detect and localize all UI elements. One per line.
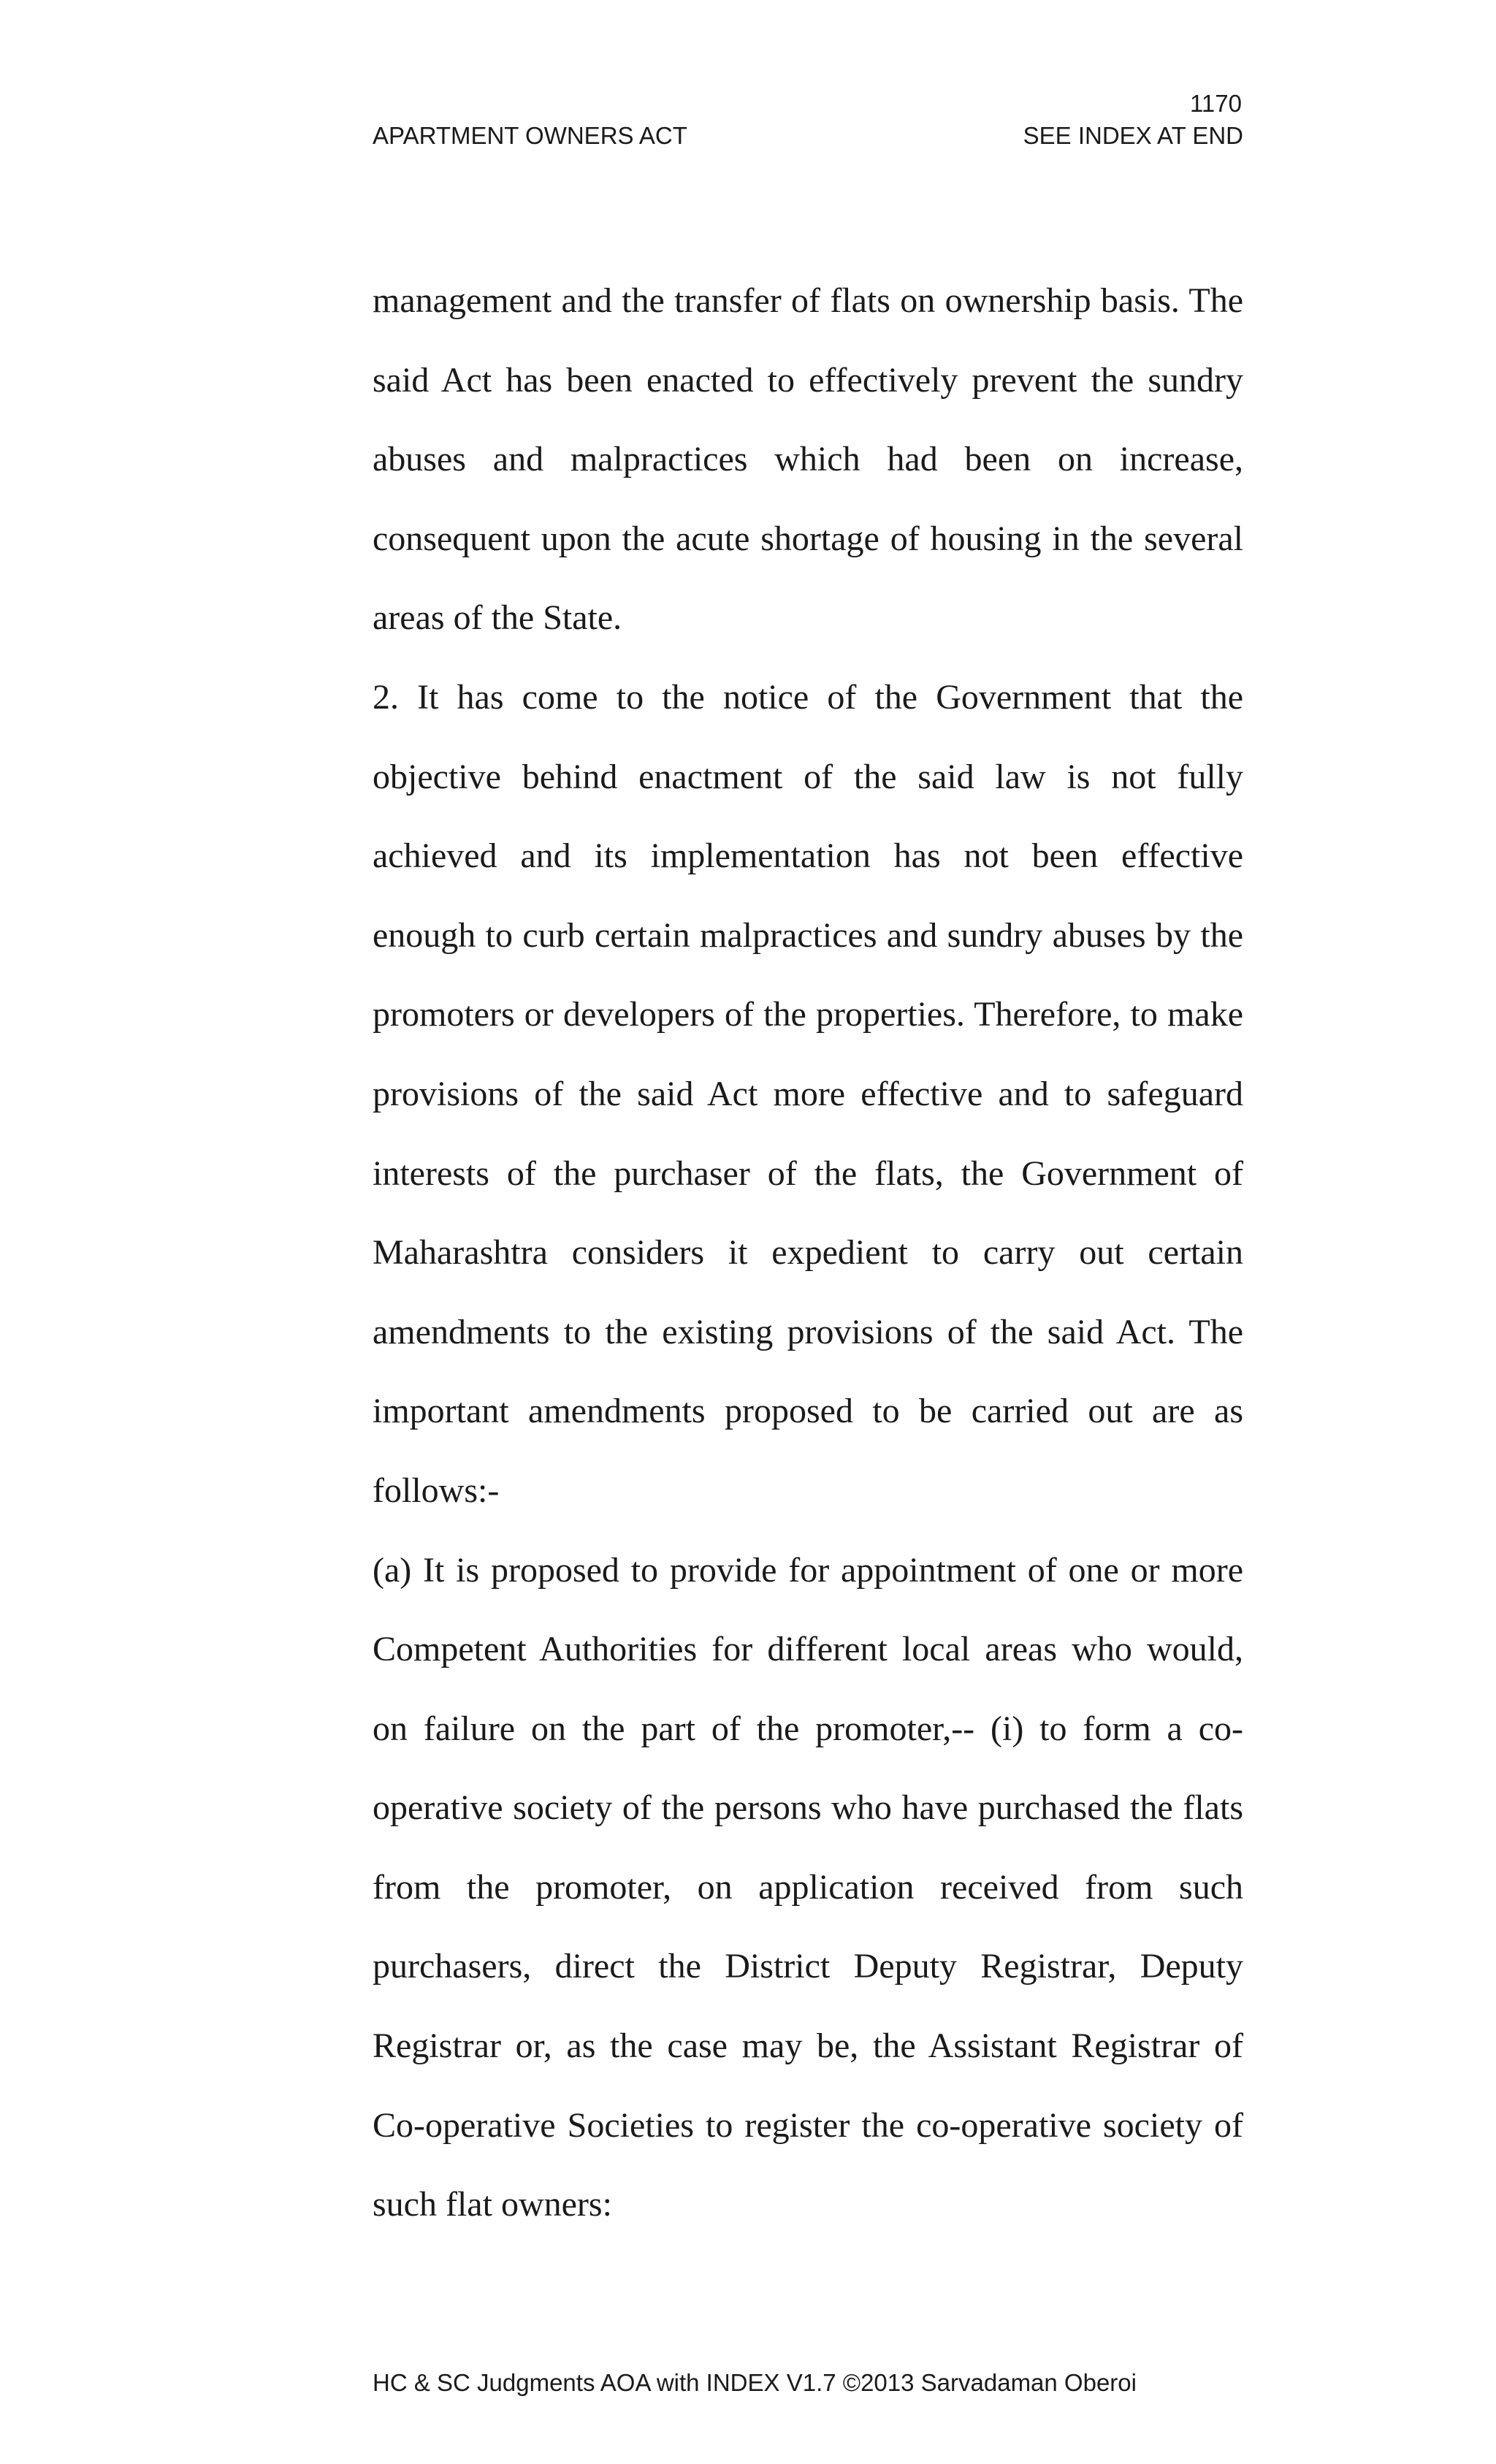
paragraph-2: 2. It has come to the notice of the Government that the objective behind enactment of the said law is not fully achieved and its implementation has not been effective enough to curb certain malpractices and sundry abuses by the promoters or developers of the properties. Therefore, to make provisions of the said Act more effective and to safeguard interests of the purchaser of the flats, the Government of Maharashtra considers it expedient to carry out certain amendments to the existing provisions of the said Act. The important amendments proposed to be carried out are as follows:- bbox=[373, 677, 1243, 1510]
header-act-title: APARTMENT OWNERS ACT bbox=[373, 122, 687, 149]
paragraph-continuation: management and the transfer of flats on ownership basis. The said Act has been enacted to effectively prevent the sundry abuses and malpractices which had been on increase, consequent upon the acute shortage of housing in the several areas of the State. bbox=[373, 281, 1243, 638]
footer-copyright: HC & SC Judgments AOA with INDEX V1.7 ©2013 Sarvadaman Oberoi bbox=[373, 2369, 1137, 2396]
header-index-note: SEE INDEX AT END bbox=[1023, 122, 1243, 149]
running-header bbox=[373, 121, 1243, 150]
paragraph-a: (a) It is proposed to provide for appointment of one or more Competent Authorities for different local areas who would, on failure on the part of the promoter,-- (i) to form a co-operative society of the persons who have purchased the flats from the promoter, on application received from such purchasers, direct the District Deputy Registrar, Deputy Registrar or, as the case may be, the Assistant Registrar of Co-operative Societies to register the co-operative society of such flat owners: bbox=[373, 1550, 1243, 2224]
page-number: 1170 bbox=[1190, 90, 1242, 117]
body-text bbox=[373, 262, 1243, 2245]
